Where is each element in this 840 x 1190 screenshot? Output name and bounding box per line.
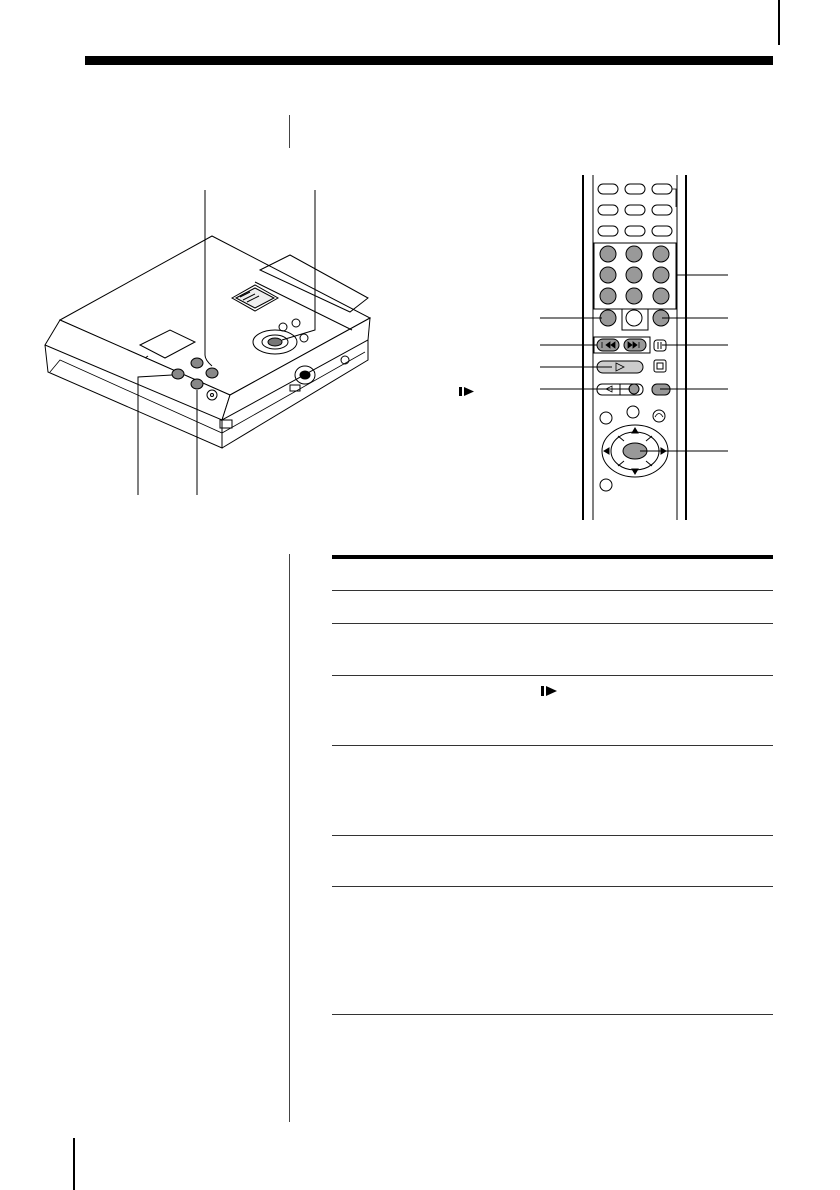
table-row-rule xyxy=(332,745,773,746)
play-pause-icon xyxy=(540,684,562,698)
play-pause-icon xyxy=(459,387,474,396)
corner-mark xyxy=(778,0,780,45)
table-row-rule xyxy=(332,623,773,624)
table-row-rule xyxy=(332,1014,773,1015)
column-divider xyxy=(289,115,290,148)
column-divider xyxy=(289,554,290,1122)
table-row-rule xyxy=(332,590,773,591)
table-row-rule xyxy=(332,886,773,887)
illustrations xyxy=(0,150,840,530)
table-row-rule xyxy=(332,835,773,836)
md-recorder-illustration xyxy=(45,190,370,495)
footer-margin-mark xyxy=(73,1138,75,1190)
section-header-bar xyxy=(85,56,773,65)
remote-control-illustration xyxy=(540,175,728,520)
table-top-rule xyxy=(332,555,773,559)
table-row-rule xyxy=(332,675,773,676)
